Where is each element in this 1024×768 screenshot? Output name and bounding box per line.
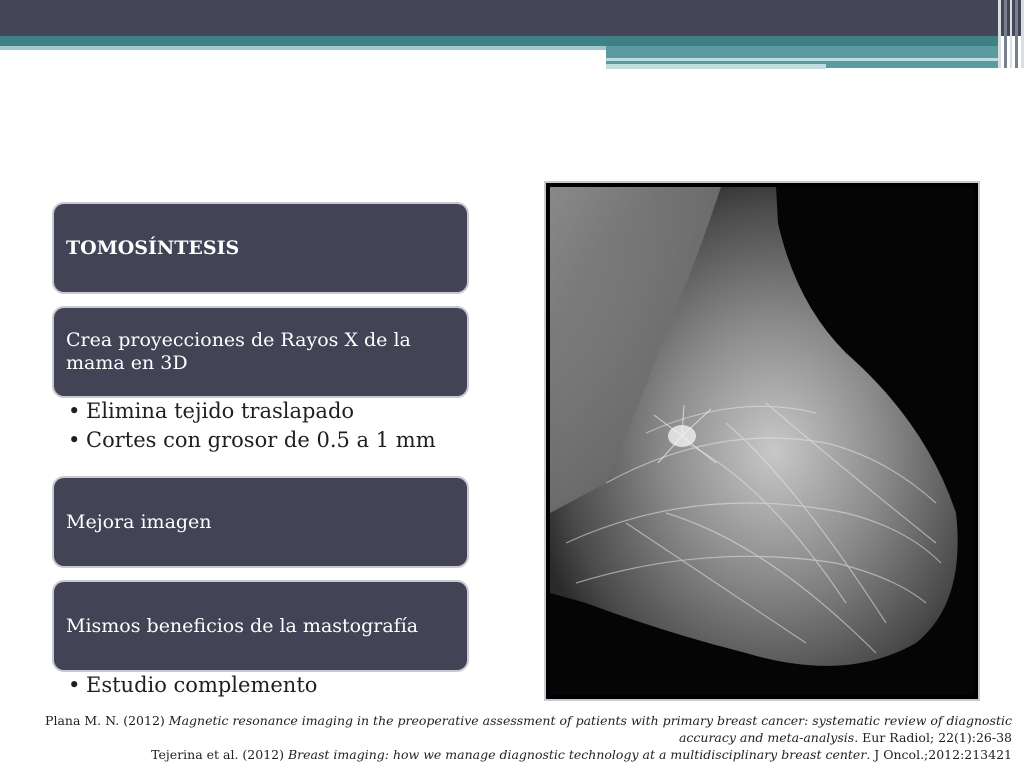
list-item: • Elimina tejido traslapado: [60, 397, 436, 426]
benefits-text: Mismos beneficios de la mastografía: [66, 615, 419, 637]
projection-box: [54, 308, 467, 396]
list-item: • Cortes con grosor de 0.5 a 1 mm: [60, 426, 436, 455]
mammogram-image: [546, 183, 978, 699]
list-item: • Estudio complemento: [60, 671, 317, 700]
title-box: [54, 204, 467, 292]
bullet-list-1: [60, 397, 436, 455]
header-accent-line: [0, 46, 606, 50]
header-bar: [0, 0, 1024, 36]
header-accent-thin-line: [606, 58, 1000, 61]
header-vertical-stripes: [998, 0, 1024, 68]
references: [14, 712, 1012, 763]
reference-1: Plana M. N. (2012) Magnetic resonance imaging in the preoperative assessment of patients with primary breast cancer: systematic review of diagnostic accuracy and meta-analysis. Eur Radiol; 22(1):26-38: [45, 713, 1012, 745]
projection-text: Crea proyecciones de Rayos X de la mama en 3D: [66, 329, 411, 374]
benefits-box: [54, 582, 467, 670]
improves-box: [54, 478, 467, 566]
mammogram-illustration: [546, 183, 978, 699]
bullet-list-2: [60, 671, 317, 700]
header-accent-stripe: [0, 36, 1000, 46]
title-text: TOMOSÍNTESIS: [66, 237, 240, 259]
reference-2: Tejerina et al. (2012) Breast imaging: how we manage diagnostic technology at a multidisciplinary breast center. J Oncol.;2012:213421: [151, 747, 1012, 762]
header-accent-short-line: [606, 64, 826, 69]
improves-text: Mejora imagen: [66, 511, 212, 533]
